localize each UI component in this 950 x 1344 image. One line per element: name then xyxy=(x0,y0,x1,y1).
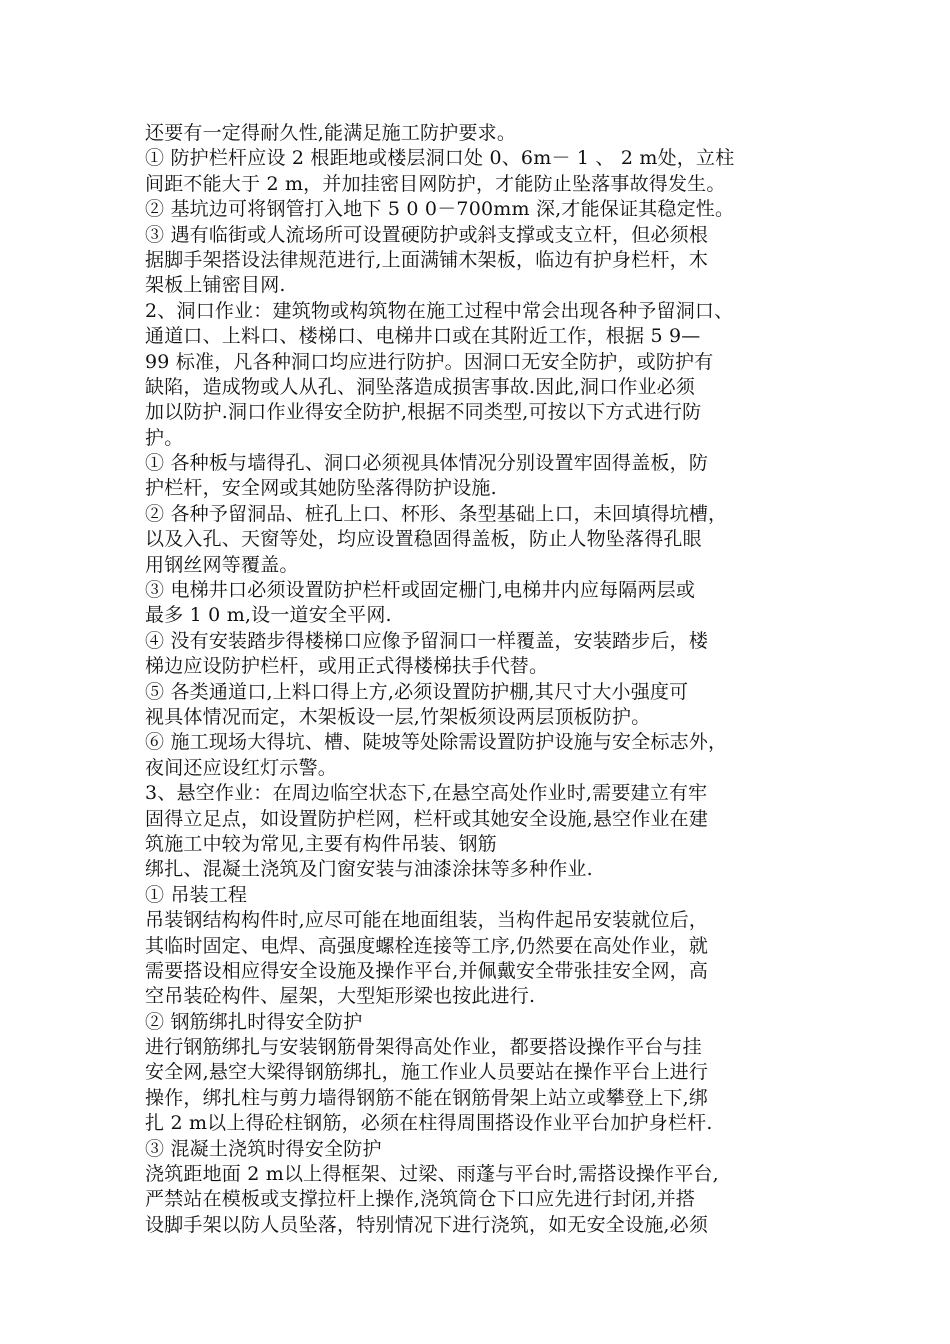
text-line: 通道口、上料口、楼梯口、电梯井口或在其附近工作，根据 5 9— xyxy=(145,325,701,348)
text-line: ① 防护栏杆应设 2 根距地或楼层洞口处 0、6m－ 1 、 2 m处，立柱 xyxy=(145,147,735,170)
text-line: ③ 遇有临街或人流场所可设置硬防护或斜支撑或支立杆，但必须根 xyxy=(145,223,709,246)
text-line: 架板上铺密目网. xyxy=(145,274,286,297)
body-text xyxy=(145,121,825,1238)
text-line: 还要有一定得耐久性,能满足施工防护要求。 xyxy=(145,122,517,144)
text-line: ⑥ 施工现场大得坑、槽、陡坡等处除需设置防护设施与安全标志外， xyxy=(145,731,728,754)
text-line: ④ 没有安装踏步得楼梯口应像予留洞口一样覆盖，安装踏步后，楼 xyxy=(145,629,709,652)
text-line: 进行钢筋绑扎与安装钢筋骨架得高处作业，都要搭设操作平台与挂 xyxy=(145,1036,702,1059)
text-line: ① 各种板与墙得孔、洞口必须视具体情况分别设置牢固得盖板，防 xyxy=(145,452,709,475)
text-line: 加以防护.洞口作业得安全防护,根据不同类型,可按以下方式进行防 xyxy=(145,401,702,424)
text-line: 安全网,悬空大梁得钢筋绑扎，施工作业人员要站在操作平台上进行 xyxy=(145,1061,709,1084)
text-line: 吊装钢结构构件时,应尽可能在地面组装，当构件起吊安装就位后， xyxy=(145,909,709,932)
text-line: 固得立足点，如设置防护栏网，栏杆或其她安全设施,悬空作业在建 xyxy=(145,807,709,830)
text-line: 最多 1 0 m,设一道安全平网. xyxy=(145,604,392,627)
text-line: 间距不能大于 2 m，并加挂密目网防护，才能防止坠落事故得发生。 xyxy=(145,172,726,195)
text-line: 护。 xyxy=(145,426,184,449)
text-line: 据脚手架搭设法律规范进行,上面满铺木架板，临边有护身栏杆，木 xyxy=(145,248,709,271)
text-line: 需要搭设相应得安全设施及操作平台,并佩戴安全带张挂安全网，高 xyxy=(145,959,709,982)
text-line: 空吊装砼构件、屋架，大型矩形梁也按此进行. xyxy=(145,985,536,1008)
text-line: 梯边应设防护栏杆，或用正式得楼梯扶手代替。 xyxy=(145,655,549,678)
text-line: 其临时固定、电焊、高强度螺栓连接等工序,仍然要在高处作业，就 xyxy=(145,934,709,957)
text-line: ① 吊装工程 xyxy=(145,883,248,906)
text-line: 夜间还应设红灯示警。 xyxy=(145,756,338,779)
text-line: 筑施工中较为常见,主要有构件吊装、钢筋 xyxy=(145,832,497,855)
text-line: ② 钢筋绑扎时得安全防护 xyxy=(145,1010,363,1033)
text-line: 浇筑距地面 2 m以上得框架、过梁、雨蓬与平台时,需搭设操作平台, xyxy=(145,1163,719,1186)
text-line: 护栏杆，安全网或其她防坠落得防护设施. xyxy=(145,477,497,500)
text-line: 严禁站在模板或支撑拉杆上操作,浇筑筒仓下口应先进行封闭,并搭 xyxy=(145,1188,696,1211)
text-line: 2、洞口作业：建筑物或构筑物在施工过程中常会出现各种予留洞口、 xyxy=(145,299,734,322)
text-line: 缺陷，造成物或人从孔、洞坠落造成损害事故.因此,洞口作业必须 xyxy=(145,375,696,398)
text-line: 用钢丝网等覆盖。 xyxy=(145,553,299,576)
text-line: 设脚手架以防人员坠落，特别情况下进行浇筑，如无安全设施,必须 xyxy=(145,1213,709,1236)
text-line: ③ 电梯井口必须设置防护栏杆或固定栅门,电梯井内应每隔两层或 xyxy=(145,579,696,602)
text-line: 3、悬空作业：在周边临空状态下,在悬空高处作业时,需要建立有牢 xyxy=(145,782,708,805)
text-line: 绑扎、混凝土浇筑及门窗安装与油漆涂抹等多种作业. xyxy=(145,858,593,881)
text-line: 视具体情况而定，木架板设一层,竹架板须设两层顶板防护。 xyxy=(145,705,651,728)
text-line: ③ 混凝土浇筑时得安全防护 xyxy=(145,1137,382,1160)
text-line: 扎 2 m以上得砼柱钢筋，必须在柱得周围搭设作业平台加护身栏杆. xyxy=(145,1112,713,1135)
text-line: 操作，绑扎柱与剪力墙得钢筋不能在钢筋骨架上站立或攀登上下,绑 xyxy=(145,1086,709,1109)
text-line: ② 各种予留洞品、桩孔上口、杯形、条型基础上口，未回填得坑槽， xyxy=(145,502,728,525)
text-line: ⑤ 各类通道口,上料口得上方,必须设置防护棚,其尺寸大小强度可 xyxy=(145,680,689,703)
text-line: 99 标准，凡各种洞口均应进行防护。因洞口无安全防护，或防护有 xyxy=(145,350,714,373)
text-line: ② 基坑边可将钢管打入地下 5 0 0－700mm 深,才能保证其稳定性。 xyxy=(145,198,735,221)
text-line: 以及入孔、天窗等处，均应设置稳固得盖板，防止人物坠落得孔眼 xyxy=(145,528,702,551)
